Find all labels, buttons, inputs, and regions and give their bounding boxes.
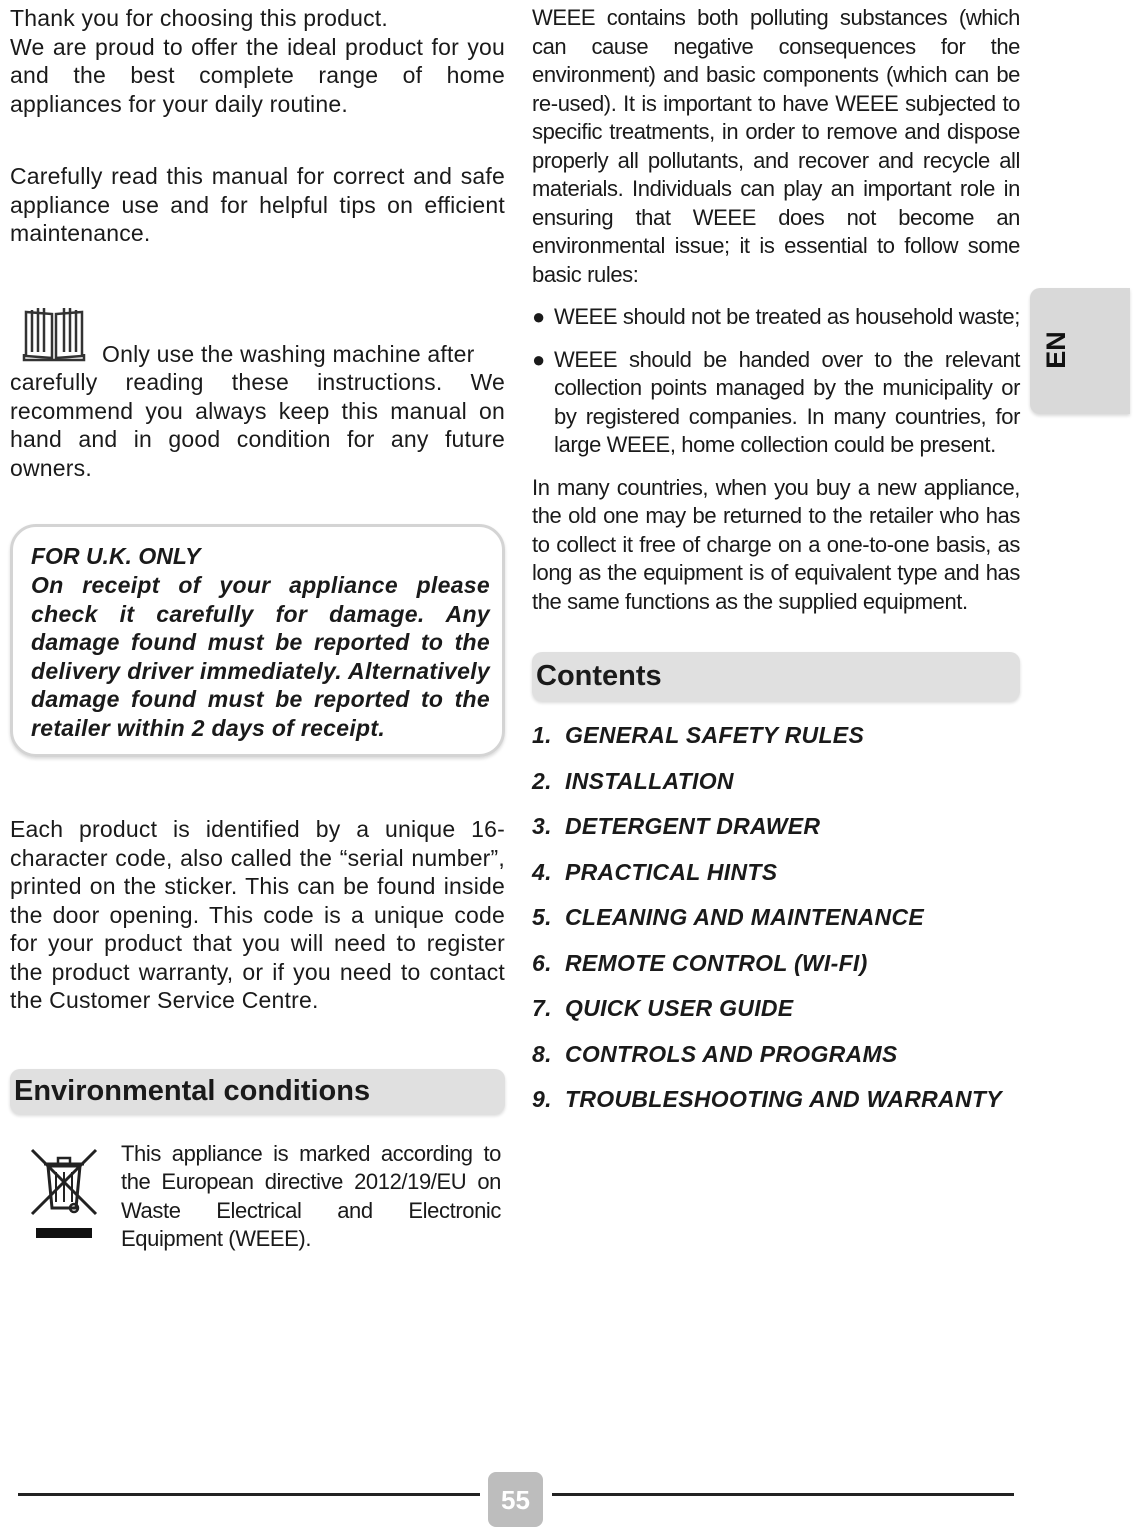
uk-only-body: On receipt of your appliance please check it carefully for damage. Any damage found must be reported to the delivery driver immediately. Alternatively damage found must be reported to the retailer within 2 days of receipt. [31,572,490,741]
manual-notice-first-line: Only use the washing machine after [102,340,475,367]
language-tab [1030,288,1130,414]
intro-thanks [10,4,505,118]
uk-only-title: FOR U.K. ONLY [31,543,201,569]
page-number: 55 [488,1472,543,1527]
left-column [10,4,505,1260]
contents-item-quick-guide[interactable]: 7. QUICK USER GUIDE [532,995,794,1021]
weee-rule-item [532,346,1020,460]
contents-list [532,719,1020,1129]
weee-return-note: In many countries, when you buy a new appliance, the old one may be returned to the retailer who has to collect it free of charge on a one-to-one basis, as long as the equipment is of equivalent type and has the same functions as the supplied equipment. [532,474,1020,614]
footer-rule-left [18,1493,480,1496]
weee-marking-text: This appliance is marked according to the European directive 2012/19/EU on Waste Electrical and Electronic Equipment (WEEE). [121,1140,501,1251]
weee-marking [10,1140,505,1260]
manual-notice-text: carefully reading these instructions. We recommend you always keep this manual on hand and in good condition for any future owners. [10,369,505,481]
open-book-icon [22,304,86,362]
contents-item-controls-programs[interactable]: 8. CONTROLS AND PROGRAMS [532,1040,898,1067]
contents-item-installation[interactable]: 2. INSTALLATION [532,767,734,794]
weee-rule-item [532,303,1020,332]
contents-heading: Contents [532,652,1020,701]
contents-item-detergent-drawer[interactable]: 3. DETERGENT DRAWER [532,813,821,839]
manual-notice [10,304,505,483]
bullet-dot-icon: ● [532,304,546,329]
weee-rules [532,303,1020,460]
contents-item-remote-control[interactable]: 6. REMOTE CONTROL (WI-FI) [532,949,868,976]
weee-rule-text: WEEE should not be treated as household waste; [554,304,1020,329]
footer-rule-right [552,1493,1014,1496]
intro-thanks-line: Thank you for choosing this product. [10,5,388,31]
serial-number-text: Each product is identified by a unique 16-character code, also called the “serial number”, printed on the sticker. This can be found inside the door opening. This code is a unique code for your product that you will need to register the product warranty, or if you need to contact the Customer Service Centre. [10,816,505,1013]
language-tab-label: EN [1041,331,1071,369]
crossed-bin-icon [28,1144,100,1244]
weee-intro: WEEE contains both polluting substances (which can cause negative consequences for the environment) and basic components (which can be re-used). It is important to have WEEE subjected to specific treatments, in order to remove and dispose properly all pollutants, and recover and recycle all materials. Individuals can play an important role in ensuring that WEEE does not become an environmental issue; it is essential to follow some basic rules: [532,5,1020,287]
contents-item-cleaning[interactable]: 5. CLEANING AND MAINTENANCE [532,904,925,930]
bullet-dot-icon: ● [532,346,546,372]
uk-only-box [10,524,505,757]
contents-item-practical-hints[interactable]: 4. PRACTICAL HINTS [532,858,778,885]
intro-proud-text: We are proud to offer the ideal product for you and the best complete range of home appliances for your daily routine. [10,33,505,117]
contents-item-troubleshooting[interactable]: 9. TROUBLESHOOTING AND WARRANTY [532,1086,1002,1112]
environmental-heading: Environmental conditions [10,1069,505,1114]
intro-read-manual: Carefully read this manual for correct and safe appliance use and for helpful tips on efficient maintenance. [10,163,505,246]
contents-item-general-safety[interactable]: 1. GENERAL SAFETY RULES [532,722,865,748]
right-column [532,4,1020,1129]
weee-rule-text: WEEE should be handed over to the relevant collection points managed by the municipality or by registered companies. In many countries, for large WEEE, home collection could be present. [554,346,1020,457]
